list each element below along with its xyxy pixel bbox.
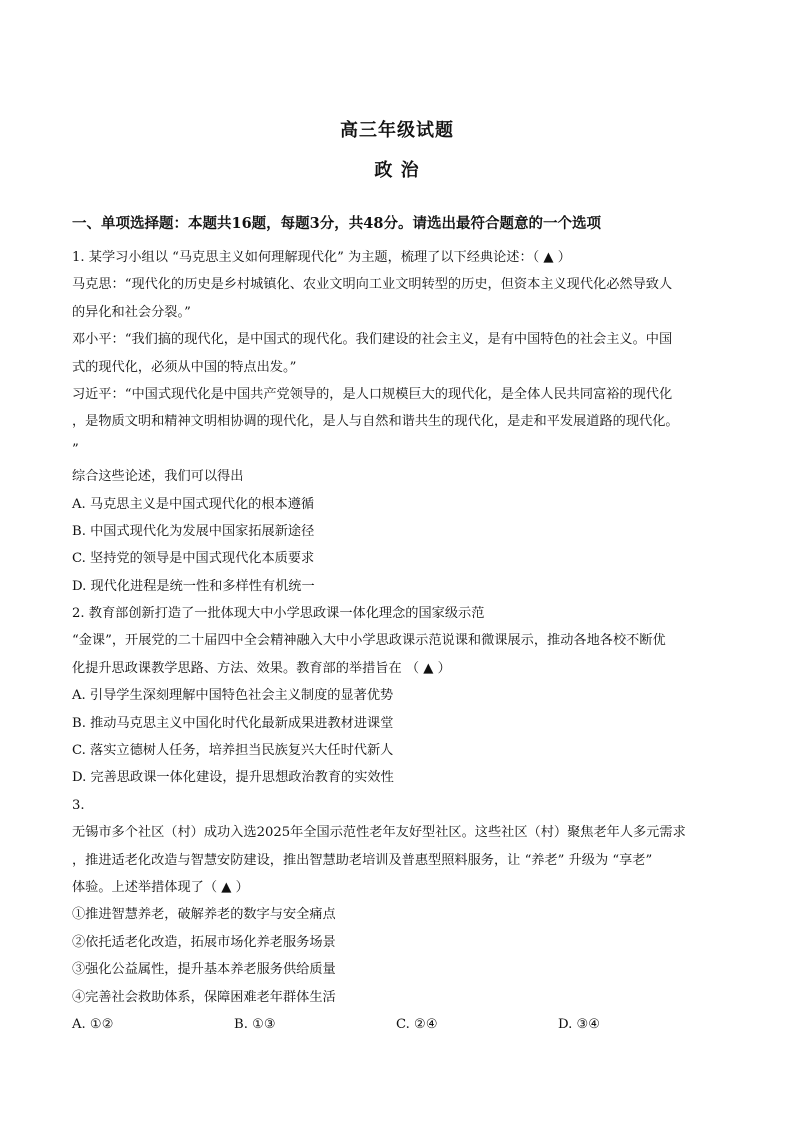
q3-stem-line1: 无锡市多个社区（村）成功入选2025年全国示范性老年友好型社区。这些社区（村）聚焦老年人多元需求 <box>72 825 686 841</box>
questions-body <box>72 244 722 1038</box>
q3-stem-line3: 体验。上述举措体现了（ ▲ ） <box>72 879 249 895</box>
q1-option-c: C. 坚持党的领导是中国式现代化本质要求 <box>72 551 315 567</box>
q3-stem-line2: ，推进适老化改造与智慧安防建设，推出智慧助老培训及普惠型照料服务，让 “养老” 升级为 “享老” <box>72 852 653 868</box>
q1-option-b: B. 中国式现代化为发展中国家拓展新途径 <box>72 523 315 539</box>
q3-option-d: D. ③④ <box>558 1016 601 1032</box>
q1-quote-xi-line3: ” <box>72 441 79 457</box>
q3-option-c: C. ②④ <box>396 1016 438 1032</box>
q2-option-c: C. 落实立德树人任务，培养担当民族复兴大任时代新人 <box>72 743 394 759</box>
q2-stem-line3: 化提升思政课教学思路、方法、效果。教育部的举措旨在 （ ▲ ） <box>72 660 451 676</box>
q3-option-b: B. ①③ <box>234 1016 276 1032</box>
q1-quote-deng-line2: 式的现代化，必须从中国的特点出发。” <box>72 359 297 375</box>
q1-quote-marx-line2: 的异化和社会分裂。” <box>72 304 191 320</box>
q3-item-3: ③强化公益属性，提升基本养老服务供给质量 <box>72 962 336 978</box>
q1-quote-deng-line1: 邓小平：“我们搞的现代化，是中国式的现代化。我们建设的社会主义，是有中国特色的社会主义。中国 <box>72 332 673 348</box>
q1-quote-marx-line1: 马克思：“现代化的历史是乡村城镇化、农业文明向工业文明转型的历史，但资本主义现代化必然导致人 <box>72 277 673 293</box>
q3-number: 3. <box>72 797 85 813</box>
q1-quote-xi-line1: 习近平：“中国式现代化是中国共产党领导的，是人口规模巨大的现代化，是全体人民共同富裕的现代化 <box>72 386 673 402</box>
q3-options-row <box>72 1011 722 1038</box>
q2-stem-line2: “金课”，开展党的二十届四中全会精神融入大中小学思政课示范说课和微课展示，推动各地各校不断优 <box>72 633 666 649</box>
q1-stem: 1. 某学习小组以 “马克思主义如何理解现代化” 为主题，梳理了以下经典论述：（ ▲ ） <box>72 250 571 265</box>
section-heading: 一、单项选择题：本题共16题，每题3分，共48分。请选出最符合题意的一个选项 <box>72 215 601 232</box>
q3-item-1: ①推进智慧养老，破解养老的数字与安全痛点 <box>72 907 336 923</box>
q3-item-2: ②依托适老化改造，拓展市场化养老服务场景 <box>72 934 336 950</box>
q1-lead: 综合这些论述，我们可以得出 <box>72 469 244 485</box>
subject-title: 政 治 <box>374 160 420 181</box>
q2-stem-line1: 2. 教育部创新打造了一批体现大中小学思政课一体化理念的国家级示范 <box>72 606 485 622</box>
q1-option-a: A. 马克思主义是中国式现代化的根本遵循 <box>72 496 315 512</box>
q1-option-d: D. 现代化进程是统一性和多样性有机统一 <box>72 578 315 594</box>
q2-option-a: A. 引导学生深刻理解中国特色社会主义制度的显著优势 <box>72 688 394 704</box>
q2-option-b: B. 推动马克思主义中国化时代化最新成果进教材进课堂 <box>72 715 394 731</box>
q3-item-4: ④完善社会救助体系，保障困难老年群体生活 <box>72 989 336 1005</box>
exam-title: 高三年级试题 <box>340 120 454 141</box>
q1-quote-xi-line2: ，是物质文明和精神文明相协调的现代化，是人与自然和谐共生的现代化，是走和平发展道路的现代化。 <box>72 414 679 430</box>
q2-option-d: D. 完善思政课一体化建设，提升思想政治教育的实效性 <box>72 770 394 786</box>
q3-option-a: A. ①② <box>72 1016 114 1032</box>
